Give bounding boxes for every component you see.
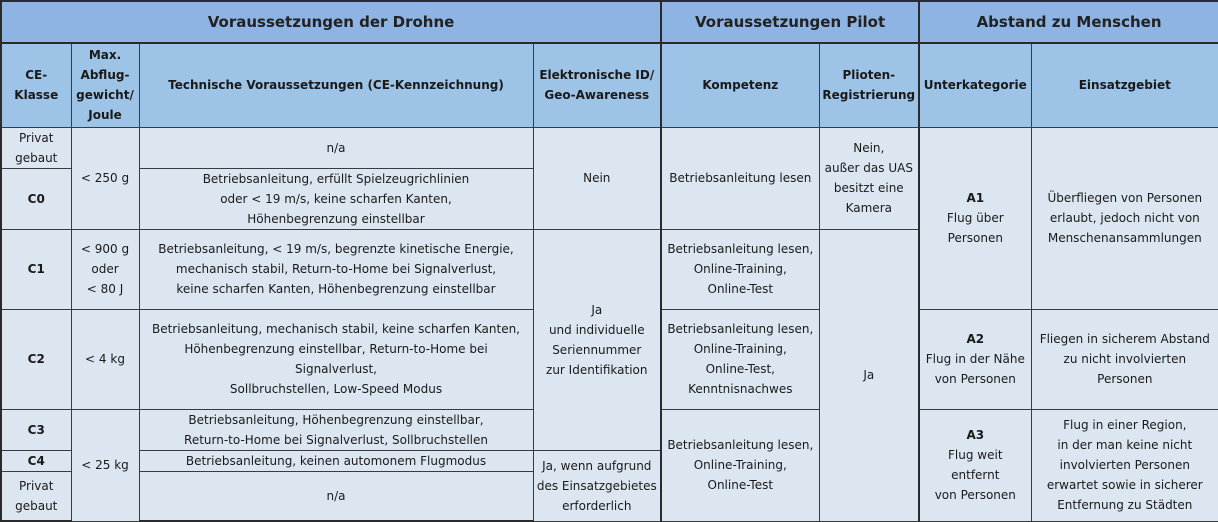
- col-eid-header: Elektronische ID/ Geo-Awareness: [533, 43, 661, 127]
- col-competence-header: Kompetenz: [661, 43, 819, 127]
- competence-cell-c3: Betriebsanleitung lesen, Online-Training, Online-Test: [661, 409, 819, 521]
- eid-cell-c4: Ja, wenn aufgrund des Einsatzgebietes erforderlich: [533, 450, 661, 521]
- eid-cell-nein: Nein: [533, 127, 661, 229]
- weight-cell-250g: < 250 g: [71, 127, 139, 229]
- subcategory-a2-desc: Flug in der Nähe von Personen: [925, 352, 1025, 386]
- subcategory-cell-a1: [919, 127, 1031, 309]
- eid-cell-ja: Ja und individuelle Seriennummer zur Identifikation: [533, 229, 661, 450]
- area-cell-a1: Überfliegen von Personen erlaubt, jedoch nicht von Menschenansammlungen: [1031, 127, 1218, 309]
- tech-cell-c2: Betriebsanleitung, mechanisch stabil, keine scharfen Kanten, Höhenbegrenzung einstellbar, Return-to-Home bei Signalverlust, Sollbruchstellen, Low-Speed Modus: [139, 309, 533, 409]
- group-header-row: [1, 1, 1218, 43]
- group-distance-header: Abstand zu Menschen: [919, 1, 1218, 43]
- registration-cell-nein: Nein, außer das UAS besitzt eine Kamera: [819, 127, 919, 229]
- subcategory-a1-desc: Flug über Personen: [946, 211, 1004, 245]
- col-weight-header: Max. Abflug- gewicht/ Joule: [71, 43, 139, 127]
- tech-cell-privat-top: n/a: [139, 127, 533, 168]
- class-cell-c1: C1: [1, 229, 71, 309]
- subcategory-cell-a3: [919, 409, 1031, 521]
- competence-cell-c1: Betriebsanleitung lesen, Online-Training, Online-Test: [661, 229, 819, 309]
- tech-cell-c3: Betriebsanleitung, Höhenbegrenzung einstellbar, Return-to-Home bei Signalverlust, Sollbruchstellen: [139, 409, 533, 450]
- group-pilot-header: Voraussetzungen Pilot: [661, 1, 919, 43]
- area-cell-a2: Fliegen in sicherem Abstand zu nicht involvierten Personen: [1031, 309, 1218, 409]
- subcategory-a3-label: A3: [966, 428, 985, 442]
- column-header-row: [1, 43, 1218, 127]
- class-cell-privat-bottom: Privat gebaut: [1, 471, 71, 521]
- col-registration-header: Plioten- Registrierung: [819, 43, 919, 127]
- class-cell-privat-top: Privat gebaut: [1, 127, 71, 168]
- col-area-header: Einsatzgebiet: [1031, 43, 1218, 127]
- subcategory-a2-label: A2: [966, 332, 985, 346]
- col-subcategory-header: Unterkategorie: [919, 43, 1031, 127]
- weight-cell-25kg: < 25 kg: [71, 409, 139, 521]
- area-cell-a3: Flug in einer Region, in der man keine nicht involvierten Personen erwartet sowie in sicherer Entfernung zu Städten: [1031, 409, 1218, 521]
- competence-cell-c2: Betriebsanleitung lesen, Online-Training, Online-Test, Kenntnisnachwes: [661, 309, 819, 409]
- subcategory-cell-a2: [919, 309, 1031, 409]
- subcategory-a1-label: A1: [966, 191, 985, 205]
- registration-cell-ja: Ja: [819, 229, 919, 521]
- class-cell-c2: C2: [1, 309, 71, 409]
- weight-cell-c1: < 900 g oder < 80 J: [71, 229, 139, 309]
- tech-cell-c0: Betriebsanleitung, erfüllt Spielzeugrichlinien oder < 19 m/s, keine scharfen Kanten, Höhenbegrenzung einstellbar: [139, 168, 533, 229]
- subcategory-a3-desc: Flug weit entfernt von Personen: [934, 448, 1016, 502]
- tech-cell-c1: Betriebsanleitung, < 19 m/s, begrenzte kinetische Energie, mechanisch stabil, Return-to-Home bei Signalverlust, keine scharfen Kanten, Höhenbegrenzung einstellbar: [139, 229, 533, 309]
- tech-cell-privat-bottom: n/a: [139, 471, 533, 521]
- class-cell-c3: C3: [1, 409, 71, 450]
- col-class-header: CE-Klasse: [1, 43, 71, 127]
- competence-cell-c0: Betriebsanleitung lesen: [661, 127, 819, 229]
- col-tech-header: Technische Voraussetzungen (CE-Kennzeichnung): [139, 43, 533, 127]
- group-drone-header: Voraussetzungen der Drohne: [1, 1, 661, 43]
- tech-cell-c4: Betriebsanleitung, keinen automonem Flugmodus: [139, 450, 533, 471]
- weight-cell-c2: < 4 kg: [71, 309, 139, 409]
- class-cell-c4: C4: [1, 450, 71, 471]
- class-cell-c0: C0: [1, 168, 71, 229]
- table-row: [1, 127, 1218, 168]
